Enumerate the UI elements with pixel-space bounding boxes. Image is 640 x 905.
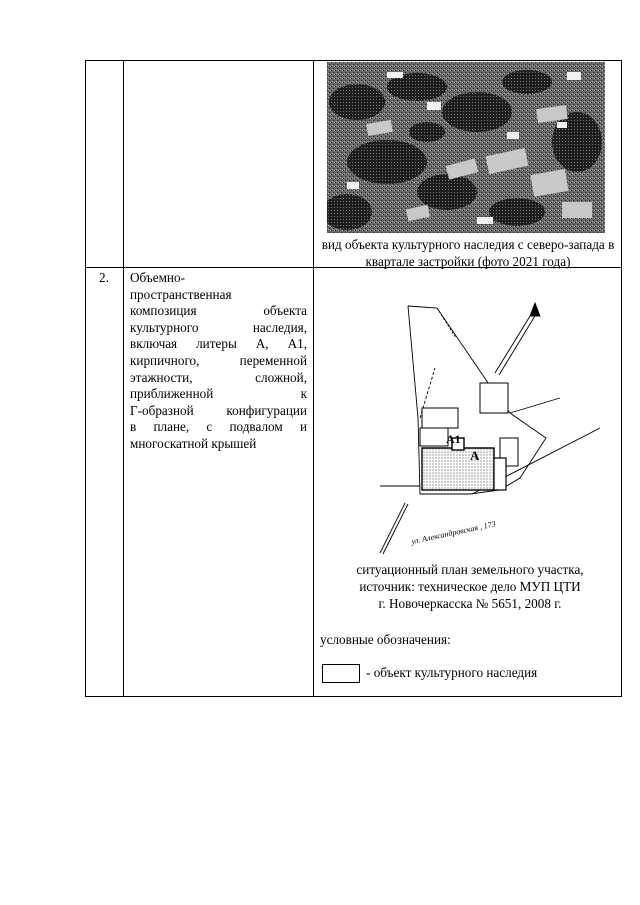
- plan-caption: [320, 562, 620, 612]
- plan-street-label: ул. Александровская , 173: [410, 519, 497, 546]
- row-number: 2.: [99, 270, 109, 285]
- plan-label-a1: А1: [446, 432, 461, 446]
- aerial-photo: [327, 62, 605, 233]
- description-line: Г-образной конфигурации: [130, 402, 307, 418]
- plan-caption-line: ситуационный план земельного участка,: [356, 562, 584, 577]
- description-line: композиция объекта: [130, 303, 307, 319]
- description-line: многоскатной крышей: [130, 435, 257, 451]
- description-line: кирпичного, переменной: [130, 352, 307, 368]
- description-line: Объемно-: [130, 270, 185, 285]
- row-description: [130, 270, 307, 453]
- legend-swatch: [322, 664, 360, 683]
- plan-caption-line: г. Новочеркасска № 5651, 2008 г.: [378, 595, 562, 611]
- table-col-divider-1: [123, 60, 124, 697]
- description-line: приближенной к: [130, 386, 307, 402]
- table-border-right: [621, 60, 622, 697]
- description-line: этажности, сложной,: [130, 369, 307, 385]
- description-line: включая литеры А, А1,: [130, 336, 307, 352]
- plan-caption-line: источник: техническое дело МУП ЦТИ: [359, 578, 581, 594]
- description-line: в плане, с подвалом и: [130, 419, 307, 435]
- table-border-top: [85, 60, 622, 61]
- legend-title: условные обозначения:: [320, 632, 451, 647]
- site-plan-drawing: [360, 298, 600, 558]
- table-border-bottom: [85, 696, 622, 697]
- legend-item-text: - объект культурного наследия: [366, 665, 538, 680]
- table-border-left: [85, 60, 86, 697]
- description-line: пространственная: [130, 286, 232, 302]
- description-line: культурного наследия,: [130, 319, 307, 335]
- plan-label-a: А: [470, 448, 480, 463]
- table-col-divider-2: [313, 60, 314, 697]
- photo-caption: вид объекта культурного наследия с северо-запада в квартале застройки (фото 2021 года): [321, 237, 615, 269]
